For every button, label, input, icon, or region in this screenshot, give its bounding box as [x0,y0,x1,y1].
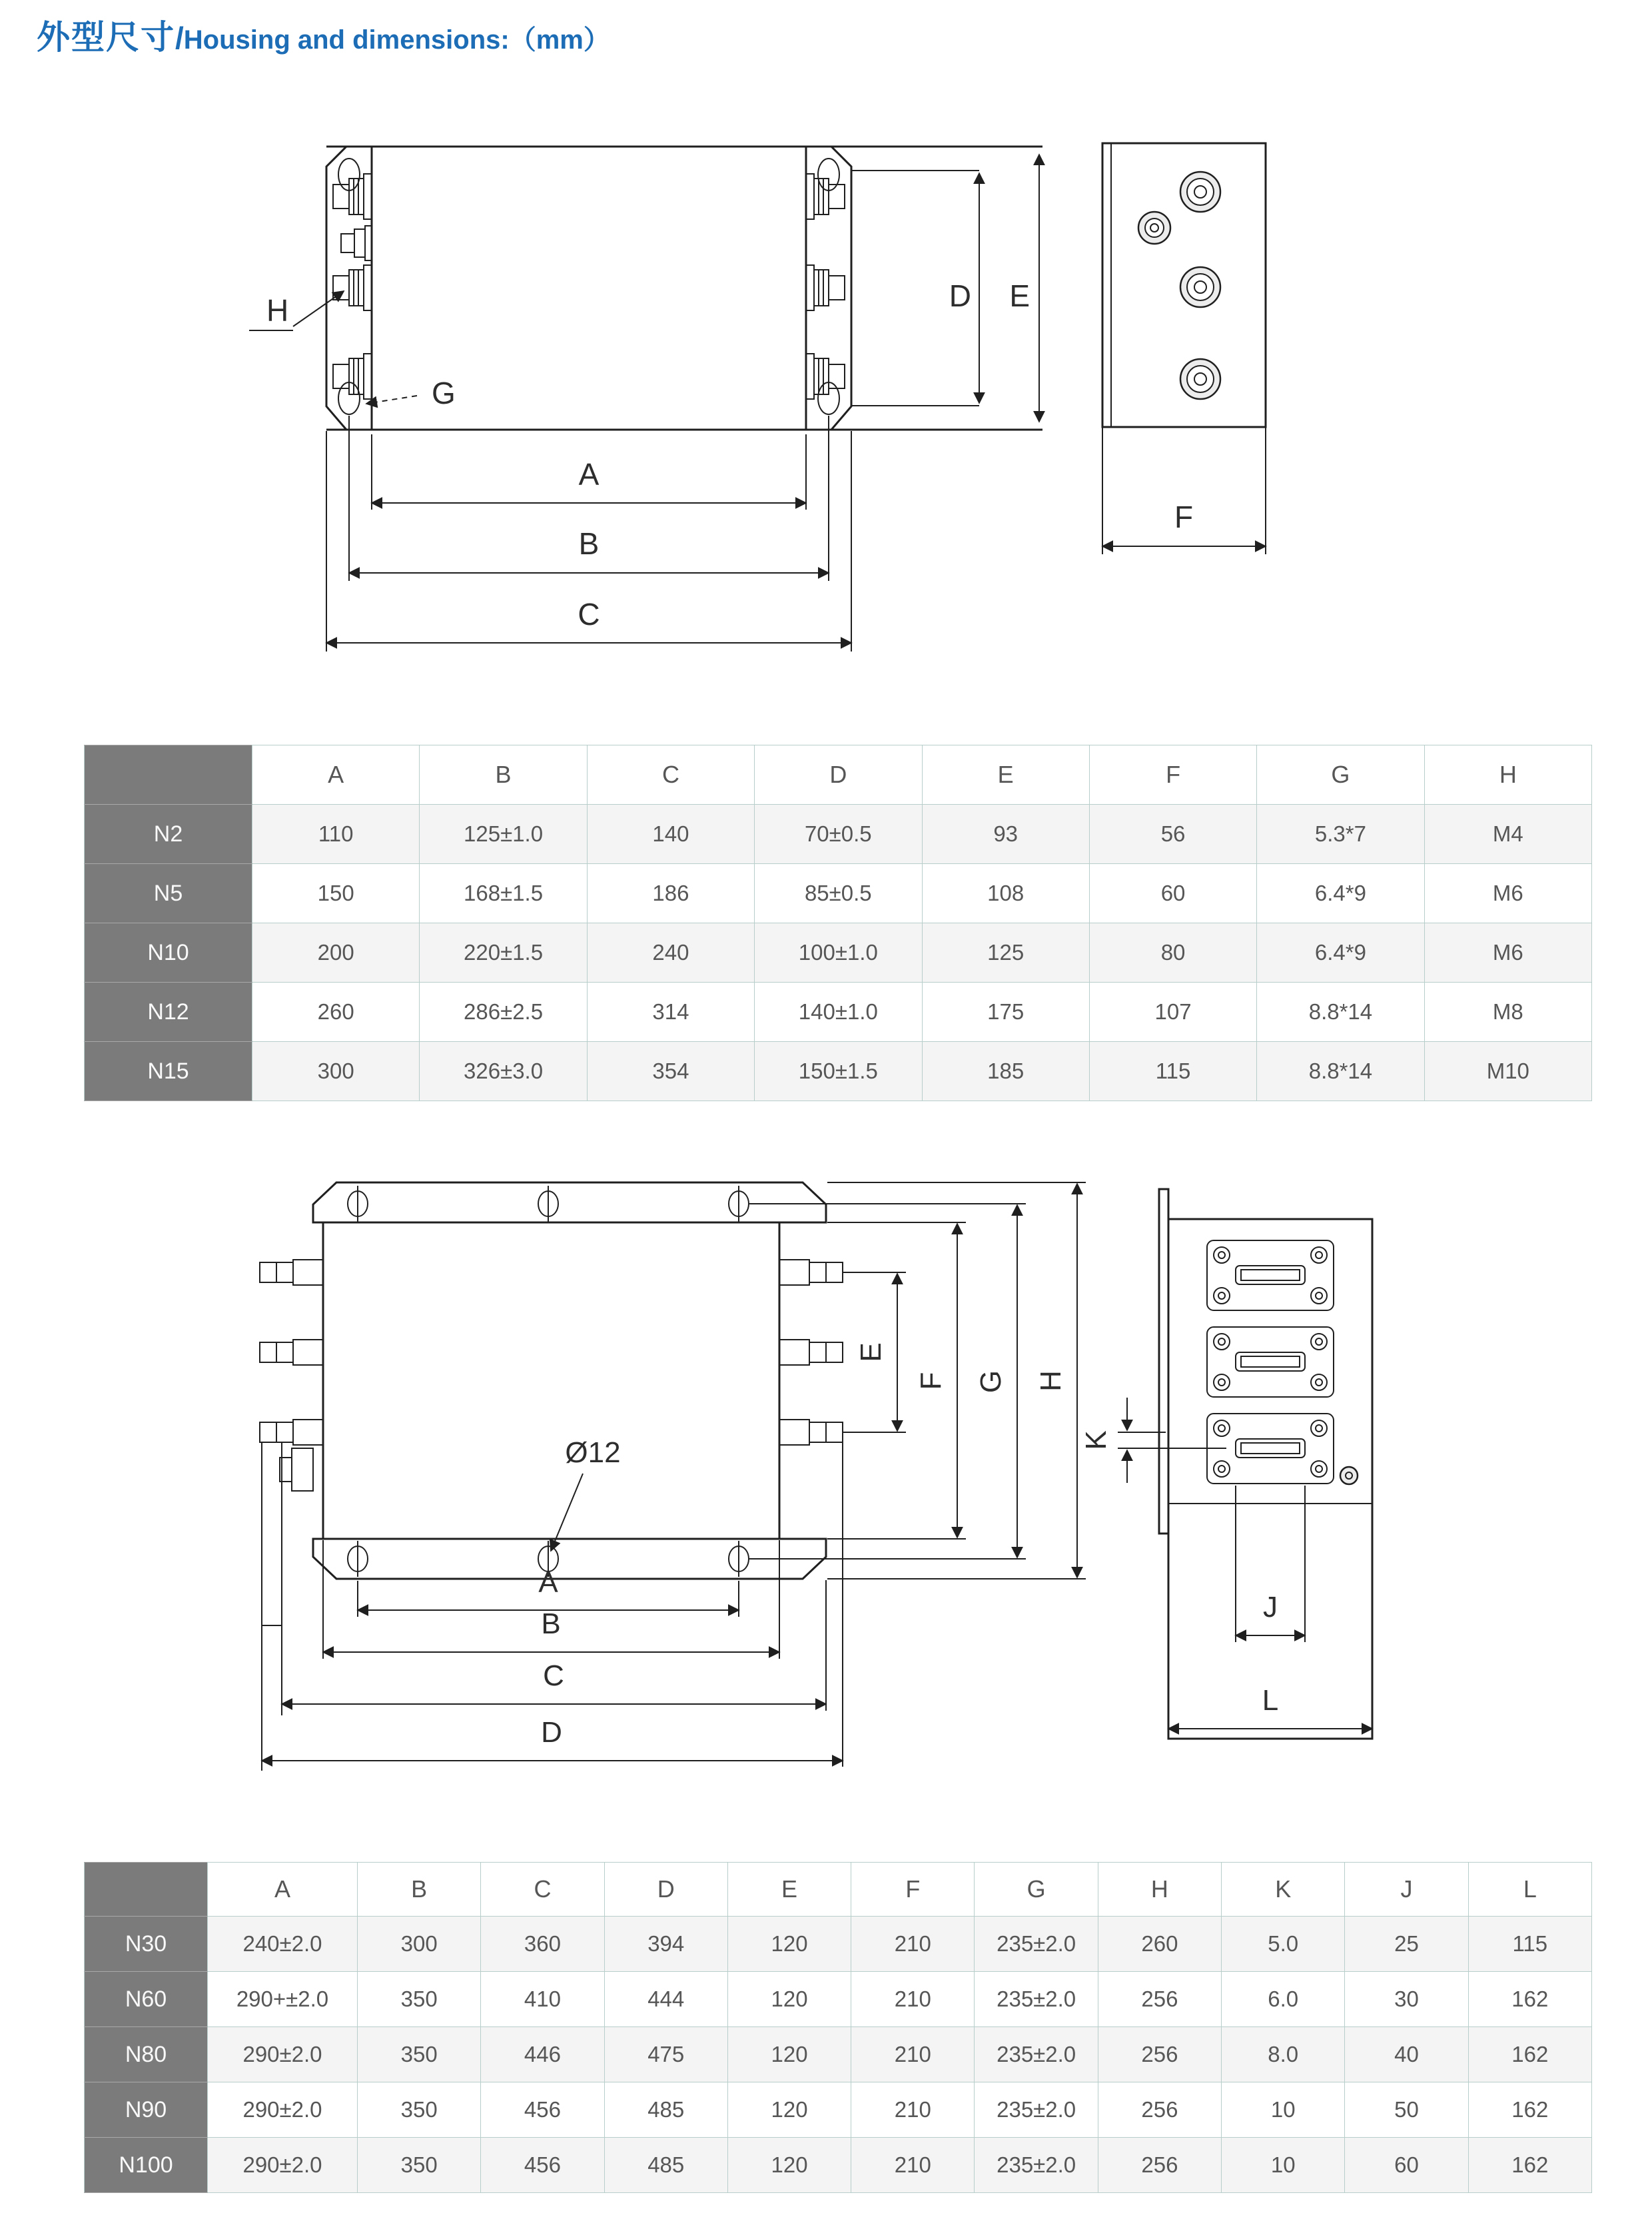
ground-screw [1340,1467,1358,1484]
side-flange [1159,1189,1168,1534]
dimension-cell: 175 [922,983,1089,1042]
dimension-cell: 120 [727,1917,851,1972]
dimension-cell: 350 [358,2082,481,2138]
dimension-cell: 350 [358,2138,481,2193]
dimension-cell: 210 [851,1972,975,2027]
dim-label-h: H [1034,1370,1067,1392]
dimension-cell: 40 [1345,2027,1468,2082]
dimension-cell: 286±2.5 [420,983,587,1042]
column-header: G [1257,745,1424,805]
column-header: C [587,745,754,805]
dimension-cell: 10 [1222,2082,1345,2138]
housing-drawing-small-filter [240,107,1306,673]
housing-drawing-large-filter-svg [240,1126,1465,1792]
row-header-model: N100 [85,2138,208,2193]
dimension-cell: 5.0 [1222,1917,1345,1972]
dim-label-d: D [949,278,971,313]
row-header-model: N60 [85,1972,208,2027]
dimension-cell: 6.0 [1222,1972,1345,2027]
page-title-english: Housing and dimensions:（mm） [183,25,610,55]
row-header-model: N12 [85,983,252,1042]
column-header: A [208,1863,358,1917]
dimension-cell: 93 [922,805,1089,864]
right-mounting-flange [831,147,851,430]
dim-label-a: A [578,457,600,492]
dimension-cell: 186 [587,864,754,923]
dimension-cell: 162 [1468,2027,1591,2082]
terminal-block [1207,1240,1334,1310]
table-header [85,1863,1592,1917]
dimension-cell: 300 [358,1917,481,1972]
housing-drawing-small-filter-svg [240,107,1306,673]
dimension-cell: 290+±2.0 [208,1972,358,2027]
page-title [37,11,610,59]
row-header-model: N15 [85,1042,252,1101]
dimension-cell: 290±2.0 [208,2138,358,2193]
dimension-cell: 326±3.0 [420,1042,587,1101]
dimension-cell: 185 [922,1042,1089,1101]
table-row [85,864,1592,923]
dim-label-b: B [578,526,600,561]
dimension-cell: 25 [1345,1917,1468,1972]
diameter-note: Ø12 [565,1436,621,1469]
column-header: F [1089,745,1256,805]
dimension-cell: 256 [1098,1972,1221,2027]
dimension-cell: 410 [481,1972,604,2027]
table-corner-cell [85,745,252,805]
column-header: A [252,745,420,805]
terminal-screw [1180,359,1220,399]
dimension-cell: 162 [1468,2082,1591,2138]
dimension-cell: 394 [604,1917,727,1972]
terminal-block [1207,1327,1334,1397]
dimension-cell: 6.4*9 [1257,864,1424,923]
dimension-cell: 235±2.0 [975,2138,1098,2193]
dimension-cell: 50 [1345,2082,1468,2138]
top-view [260,1182,1086,1771]
dimension-cell: 107 [1089,983,1256,1042]
table-row [85,923,1592,983]
mounting-bracket [262,1443,313,1771]
column-header: B [420,745,587,805]
dimension-cell: 240±2.0 [208,1917,358,1972]
dimension-cell: 10 [1222,2138,1345,2193]
dim-label-f: F [915,1372,947,1390]
dimension-cell: 60 [1089,864,1256,923]
dimension-cell: 30 [1345,1972,1468,2027]
dimension-table-large-filters [84,1862,1592,2193]
left-mounting-flange [326,147,346,430]
dimension-cell: 456 [481,2138,604,2193]
column-header: D [604,1863,727,1917]
dimension-cell: 8.8*14 [1257,1042,1424,1101]
dimension-cell: 150±1.5 [755,1042,922,1101]
dim-label-f: F [1174,500,1194,534]
dimension-cell: M6 [1424,923,1591,983]
dimension-cell: 140 [587,805,754,864]
row-header-model: N5 [85,864,252,923]
dimension-cell: 110 [252,805,420,864]
dimension-cell: 360 [481,1917,604,1972]
dimension-cell: 162 [1468,1972,1591,2027]
dim-label-g: G [975,1370,1007,1394]
terminal-screw [1138,212,1170,244]
dimension-cell: 235±2.0 [975,2082,1098,2138]
dimension-cell: 314 [587,983,754,1042]
dimension-cell: 444 [604,1972,727,2027]
dimension-cell: 70±0.5 [755,805,922,864]
dim-label-c: C [543,1659,564,1692]
terminal-stud [333,265,372,310]
page-title-chinese: 外型尺寸 [37,19,175,56]
dimension-cell: 446 [481,2027,604,2082]
dimension-cell: 162 [1468,2138,1591,2193]
terminal-screw [1180,172,1220,212]
dimension-cell: M4 [1424,805,1591,864]
dim-label-c: C [578,597,600,632]
terminal-stud [806,265,845,310]
dimension-cell: 300 [252,1042,420,1101]
column-header: L [1468,1863,1591,1917]
dimension-cell: 475 [604,2027,727,2082]
dimension-cell: 100±1.0 [755,923,922,983]
dimension-cell: 120 [727,1972,851,2027]
dimension-cell: 354 [587,1042,754,1101]
row-header-model: N10 [85,923,252,983]
column-header: E [727,1863,851,1917]
table-header [85,745,1592,805]
table-row [85,1972,1592,2027]
table-row [85,983,1592,1042]
dimension-cell: 140±1.0 [755,983,922,1042]
row-header-model: N30 [85,1917,208,1972]
dimension-cell: 235±2.0 [975,2027,1098,2082]
dimension-cell: 350 [358,2027,481,2082]
dimension-cell: 8.0 [1222,2027,1345,2082]
dimension-cell: 210 [851,1917,975,1972]
dim-label-d: D [541,1716,562,1749]
dimension-cell: 115 [1468,1917,1591,1972]
dim-label-a: A [538,1566,558,1599]
dimension-cell: 350 [358,1972,481,2027]
table-row [85,805,1592,864]
column-header: C [481,1863,604,1917]
dimension-cell: 210 [851,2138,975,2193]
dimension-cell: 210 [851,2027,975,2082]
dimension-cell: 235±2.0 [975,1917,1098,1972]
dimension-cell: 6.4*9 [1257,923,1424,983]
dimension-cell: 256 [1098,2082,1221,2138]
dim-label-h: H [266,293,289,328]
row-header-model: N90 [85,2082,208,2138]
dimension-cell: 85±0.5 [755,864,922,923]
dimension-cell: M6 [1424,864,1591,923]
dimension-table-small-filters [84,745,1592,1101]
table-row [85,2082,1592,2138]
dimension-cell: 485 [604,2138,727,2193]
dimension-cell: M10 [1424,1042,1591,1101]
ground-stud [341,226,372,260]
dimension-cell: 120 [727,2138,851,2193]
dimension-cell: 260 [1098,1917,1221,1972]
table-row [85,1917,1592,1972]
dimension-cell: 168±1.5 [420,864,587,923]
top-view [249,147,1042,652]
column-header: D [755,745,922,805]
dimension-cell: 150 [252,864,420,923]
side-view [1080,1189,1372,1739]
dim-label-g: G [432,376,456,410]
dim-label-k: K [1080,1430,1112,1450]
dimension-cell: 290±2.0 [208,2082,358,2138]
dimension-cell: 456 [481,2082,604,2138]
dimension-cell: 235±2.0 [975,1972,1098,2027]
page-title-separator: / [175,21,184,55]
busbar-terminal [779,1260,843,1445]
dimension-cell: 210 [851,2082,975,2138]
dimension-cell: 80 [1089,923,1256,983]
column-header: H [1424,745,1591,805]
dimension-cell: 125 [922,923,1089,983]
dimension-cell: 220±1.5 [420,923,587,983]
dimension-cell: 5.3*7 [1257,805,1424,864]
column-header: H [1098,1863,1221,1917]
housing-drawing-large-filter [240,1126,1465,1792]
mounting-hole [348,1186,749,1222]
dimension-cell: 60 [1345,2138,1468,2193]
row-header-model: N2 [85,805,252,864]
dim-label-j: J [1263,1591,1278,1623]
busbar-terminal [260,1260,323,1445]
column-header: J [1345,1863,1468,1917]
dim-label-l: L [1262,1684,1279,1717]
dimension-cell: 120 [727,2082,851,2138]
table-corner-cell [85,1863,208,1917]
dimension-cell: 8.8*14 [1257,983,1424,1042]
table-row [85,1042,1592,1101]
column-header: F [851,1863,975,1917]
table-row [85,2138,1592,2193]
dim-label-b: B [541,1607,561,1640]
column-header: B [358,1863,481,1917]
h-leader-line [293,291,344,326]
dimension-cell: 290±2.0 [208,2027,358,2082]
dimension-cell: 256 [1098,2138,1221,2193]
dimension-cell: 240 [587,923,754,983]
table-row [85,2027,1592,2082]
dimension-cell: 115 [1089,1042,1256,1101]
column-header: K [1222,1863,1345,1917]
column-header: G [975,1863,1098,1917]
dimension-cell: 256 [1098,2027,1221,2082]
dimension-cell: M8 [1424,983,1591,1042]
dim-label-e: E [1009,278,1030,313]
terminal-screw [1180,267,1220,307]
dimension-cell: 200 [252,923,420,983]
dimension-cell: 125±1.0 [420,805,587,864]
column-header: E [922,745,1089,805]
dimension-cell: 120 [727,2027,851,2082]
g-leader-line [366,396,417,404]
dimension-cell: 260 [252,983,420,1042]
dimension-cell: 485 [604,2082,727,2138]
dimension-cell: 56 [1089,805,1256,864]
dimension-cell: 108 [922,864,1089,923]
dim-label-e: E [855,1342,887,1362]
row-header-model: N80 [85,2027,208,2082]
side-view [1102,143,1266,554]
